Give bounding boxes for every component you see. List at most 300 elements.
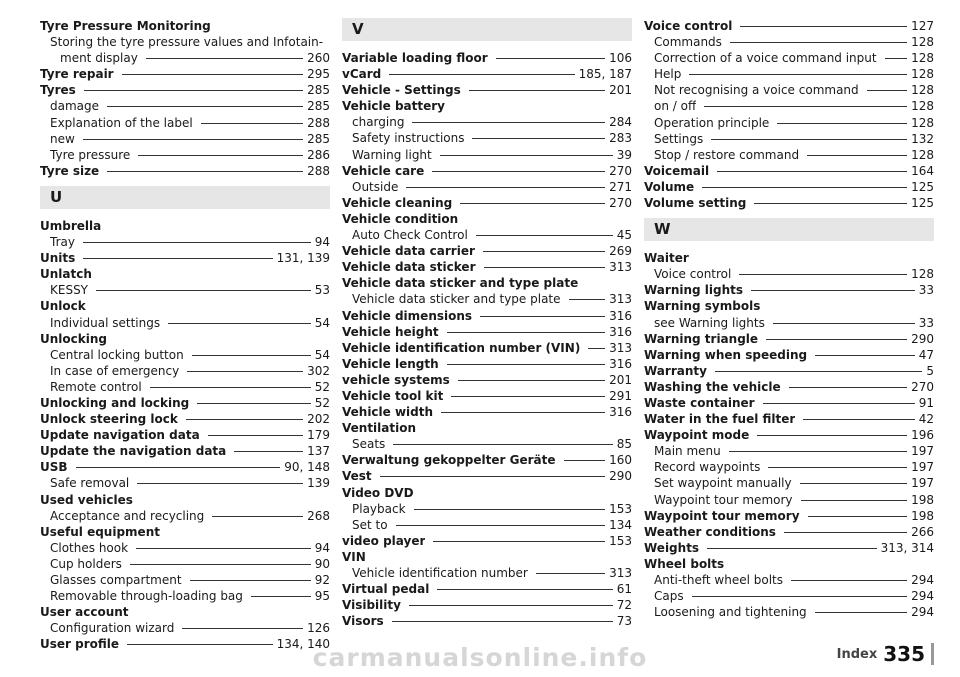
entry-page-ref: 92 [314, 573, 330, 587]
entry-term: Loosening and tightening [654, 605, 807, 620]
entry-page-ref: 185, 187 [578, 67, 632, 82]
leader-line [122, 74, 304, 75]
index-entry [342, 581, 632, 597]
entry-term: Vehicle cleaning [342, 195, 453, 210]
entry-term: Wheel bolts [644, 556, 725, 571]
leader-line [689, 74, 907, 75]
leader-line [83, 258, 272, 259]
leader-line [704, 106, 907, 107]
index-entry [644, 282, 934, 298]
entry-term: User account [40, 605, 129, 620]
entry-term: vehicle systems [342, 372, 450, 387]
entry-page-ref: 95 [314, 589, 330, 604]
index-entry [342, 613, 632, 629]
index-subentry [40, 347, 330, 363]
entry-term: Waypoint mode [644, 428, 750, 443]
index-entry [40, 411, 330, 427]
footer-bar [931, 643, 934, 665]
leader-line [711, 139, 907, 140]
entry-term: Water in the fuel filter [644, 412, 796, 427]
letter-heading: W [644, 218, 934, 241]
leader-line [803, 419, 914, 420]
entry-term: Set to [352, 517, 388, 532]
leader-line [406, 187, 605, 188]
leader-line [715, 371, 922, 372]
index-entry [644, 347, 934, 363]
entry-term: Update the navigation data [40, 444, 227, 459]
entry-term: Vehicle data carrier [342, 244, 475, 259]
entry-page-ref: 316 [609, 356, 632, 371]
entry-term: In case of emergency [50, 363, 180, 378]
entry-term: Used vehicles [40, 492, 133, 507]
leader-line [469, 90, 605, 91]
leader-line [197, 403, 310, 404]
leader-line [440, 155, 613, 156]
index-entry [342, 549, 632, 565]
index-subentry [644, 492, 934, 508]
index-subentry [40, 588, 330, 604]
leader-line [791, 580, 907, 581]
entry-page-ref: 266 [911, 524, 934, 539]
leader-line [389, 74, 574, 75]
entry-term: Vehicle data sticker [342, 260, 476, 275]
entry-page-ref: 134, 140 [276, 637, 330, 652]
entry-term: Central locking button [50, 347, 184, 362]
leader-line [182, 628, 303, 629]
entry-term: Tyre size [40, 163, 100, 178]
leader-line [251, 596, 311, 597]
leader-line [751, 290, 915, 291]
entry-page-ref: 316 [609, 308, 632, 323]
index-subentry [40, 234, 330, 250]
entry-term: KESSY [50, 283, 89, 298]
entry-term: Volume [644, 179, 695, 194]
index-entry [342, 66, 632, 82]
leader-line [137, 483, 303, 484]
leader-line [768, 467, 907, 468]
entry-term: Operation principle [654, 115, 770, 130]
leader-line [754, 203, 907, 204]
index-subentry [342, 565, 632, 581]
index-entry [644, 163, 934, 179]
index-entry [40, 218, 330, 234]
index-entry [40, 66, 330, 82]
index-subentry [644, 572, 934, 588]
entry-page-ref: 198 [911, 492, 934, 507]
entry-term: Unlatch [40, 267, 92, 282]
entry-page-ref: 291 [609, 388, 632, 403]
index-entry [342, 259, 632, 275]
leader-line [441, 412, 605, 413]
entry-term: Vest [342, 469, 372, 484]
entry-term: Safety instructions [352, 131, 465, 146]
entry-term: VIN [342, 549, 366, 564]
entry-term: Weather conditions [644, 524, 776, 539]
index-subentry [40, 379, 330, 395]
index-subentry [40, 147, 330, 163]
leader-line [757, 435, 907, 436]
entry-page-ref: 313 [609, 340, 632, 355]
entry-term: Ventilation [342, 421, 417, 436]
leader-line [740, 26, 907, 27]
entry-page-ref: 285 [307, 131, 330, 146]
entry-page-ref: 302 [307, 363, 330, 378]
index-subentry [342, 147, 632, 163]
leader-line [729, 451, 907, 452]
entry-page-ref: 201 [609, 83, 632, 98]
index-entry [40, 82, 330, 98]
entry-page-ref: 61 [616, 582, 632, 597]
entry-page-ref: 294 [911, 605, 934, 620]
entry-page-ref: 197 [911, 460, 934, 475]
entry-term: Anti-theft wheel bolts [654, 573, 783, 587]
entry-page-ref: 128 [911, 267, 934, 282]
leader-line [717, 171, 907, 172]
index-subentry [644, 131, 934, 147]
entry-term: Cup holders [50, 556, 122, 571]
entry-term: Stop / restore command [654, 147, 800, 162]
index-entry [40, 266, 330, 282]
leader-line [496, 58, 605, 59]
entry-page-ref: 290 [911, 331, 934, 346]
entry-term: vCard [342, 67, 382, 82]
entry-term: Useful equipment [40, 524, 160, 539]
entry-term: on / off [654, 99, 697, 114]
index-entry [40, 524, 330, 540]
entry-page-ref: 294 [911, 589, 934, 604]
index-subentry [342, 291, 632, 307]
leader-line [815, 612, 907, 613]
index-subentry [40, 363, 330, 379]
entry-page-ref: 153 [609, 501, 632, 516]
leader-line [867, 90, 907, 91]
index-subentry [40, 556, 330, 572]
entry-page-ref: 313 [609, 566, 632, 580]
leader-line [212, 516, 303, 517]
index-entry [644, 524, 934, 540]
entry-term: Vehicle data sticker and type plate [342, 276, 579, 291]
entry-term: Vehicle tool kit [342, 388, 444, 403]
index-entry [342, 211, 632, 227]
leader-line [801, 500, 908, 501]
entry-page-ref: 270 [609, 195, 632, 210]
entry-term: Waypoint tour memory [644, 508, 800, 523]
leader-line [447, 332, 605, 333]
index-subentry [40, 50, 330, 66]
leader-line [789, 387, 908, 388]
entry-page-ref: 153 [609, 533, 632, 548]
index-entry [644, 427, 934, 443]
leader-line [130, 564, 311, 565]
leader-line [460, 203, 605, 204]
entry-page-ref: 131, 139 [276, 251, 330, 266]
index-entry [644, 18, 934, 34]
entry-page-ref: 196 [911, 428, 934, 443]
entry-page-ref: 47 [918, 347, 934, 362]
index-subentry [644, 266, 934, 282]
entry-term: see Warning lights [654, 315, 765, 330]
entry-term: Vehicle - Settings [342, 83, 461, 98]
leader-line [187, 371, 303, 372]
entry-page-ref: 270 [911, 379, 934, 394]
leader-line [96, 290, 311, 291]
index-entry [40, 163, 330, 179]
index-subentry [40, 572, 330, 588]
entry-page-ref: 294 [911, 573, 934, 587]
index-entry [342, 533, 632, 549]
entry-term: Unlocking [40, 331, 107, 346]
entry-page-ref: 137 [307, 444, 330, 459]
letter-heading: U [40, 186, 330, 209]
leader-line [588, 348, 605, 349]
entry-page-ref: 33 [918, 283, 934, 298]
entry-page-ref: 179 [307, 428, 330, 443]
index-subentry [342, 501, 632, 517]
index-entry [342, 82, 632, 98]
index-entry [342, 452, 632, 468]
index-entry [342, 98, 632, 114]
index-entry [644, 395, 934, 411]
entry-term: Record waypoints [654, 460, 761, 475]
index-entry [342, 195, 632, 211]
entry-term: Virtual pedal [342, 582, 430, 597]
index-entry [40, 604, 330, 620]
index-entry [342, 404, 632, 420]
footer-section-label: Index [836, 646, 878, 662]
entry-term: new [50, 131, 75, 146]
index-entry [342, 388, 632, 404]
entry-term: Tyre repair [40, 67, 114, 82]
leader-line [476, 235, 613, 236]
leader-line [146, 58, 303, 59]
entry-term: video player [342, 533, 426, 548]
leader-line [564, 460, 606, 461]
leader-line [76, 467, 281, 468]
leader-line [136, 548, 311, 549]
entry-page-ref: 288 [307, 115, 330, 130]
index-subentry [40, 98, 330, 114]
index-subentry [342, 179, 632, 195]
leader-line [186, 419, 303, 420]
entry-page-ref: 134 [609, 517, 632, 532]
leader-line [472, 138, 605, 139]
entry-term: Tray [50, 235, 75, 250]
leader-line [138, 155, 303, 156]
index-subentry [644, 443, 934, 459]
entry-page-ref: 52 [314, 379, 330, 394]
entry-term: Voicemail [644, 163, 710, 178]
entry-page-ref: 197 [911, 444, 934, 459]
entry-page-ref: 285 [307, 99, 330, 114]
entry-term: Acceptance and recycling [50, 508, 205, 523]
leader-line [392, 621, 613, 622]
index-entry [342, 485, 632, 501]
entry-term: Volume setting [644, 196, 747, 211]
entry-term: Voice control [644, 19, 733, 33]
index-entry [40, 298, 330, 314]
index-entry [40, 443, 330, 459]
entry-page-ref: 72 [616, 598, 632, 613]
index-subentry [342, 436, 632, 452]
leader-line [83, 139, 303, 140]
entry-page-ref: 94 [314, 540, 330, 555]
index-entry [342, 597, 632, 613]
entry-term: Vehicle data sticker and type plate [352, 292, 561, 307]
index-subentry [644, 34, 934, 50]
index-entry [644, 298, 934, 314]
entry-term: Tyre pressure [50, 147, 131, 162]
entry-page-ref: 283 [609, 131, 632, 146]
entry-page-ref: 164 [911, 163, 934, 178]
entry-term: Waiter [644, 251, 689, 266]
entry-term: Glasses compartment [50, 573, 182, 587]
index-subentry [40, 508, 330, 524]
entry-term: Update navigation data [40, 428, 200, 443]
page-footer [837, 641, 934, 667]
index-column-1 [40, 18, 330, 652]
entry-term: User profile [40, 637, 120, 652]
leader-line [433, 541, 605, 542]
letter-heading: V [342, 18, 632, 41]
index-entry [644, 556, 934, 572]
index-entry [644, 540, 934, 556]
entry-page-ref: 197 [911, 476, 934, 491]
entry-page-ref: 128 [911, 67, 934, 82]
index-subentry [644, 82, 934, 98]
entry-term: Weights [644, 540, 700, 555]
index-entry [644, 250, 934, 266]
entry-term: Outside [352, 179, 399, 194]
entry-page-ref: 52 [314, 395, 330, 410]
entry-page-ref: 284 [609, 115, 632, 130]
index-entry [342, 50, 632, 66]
entry-page-ref: 90 [314, 556, 330, 571]
entry-term: Vehicle identification number [352, 566, 528, 580]
index-entry [40, 427, 330, 443]
leader-line [458, 380, 605, 381]
entry-page-ref: 313 [609, 292, 632, 307]
entry-page-ref: 91 [918, 395, 934, 410]
index-entry [40, 492, 330, 508]
leader-line [393, 444, 612, 445]
entry-term: Washing the vehicle [644, 379, 781, 394]
entry-term: Seats [352, 437, 386, 452]
index-subentry [342, 227, 632, 243]
index-subentry [342, 517, 632, 533]
entry-page-ref: 286 [307, 147, 330, 162]
index-column-2 [342, 18, 632, 629]
leader-line [150, 387, 311, 388]
leader-line [84, 90, 303, 91]
entry-term: damage [50, 99, 100, 114]
entry-term: Waste container [644, 395, 755, 410]
entry-page-ref: 90, 148 [284, 460, 330, 475]
watermark: carmanualsonline.info [312, 643, 648, 672]
entry-term: Warranty [644, 363, 707, 378]
leader-line [412, 122, 605, 123]
leader-line [569, 299, 606, 300]
index-entry [40, 18, 330, 34]
leader-line [437, 589, 612, 590]
entry-term: Set waypoint manually [654, 476, 792, 491]
entry-page-ref: 106 [609, 51, 632, 65]
entry-term: Help [654, 67, 682, 82]
entry-term: Correction of a voice command input [654, 51, 877, 66]
entry-term: Commands [654, 35, 722, 50]
entry-page-ref: 128 [911, 115, 934, 130]
entry-term: Tyre Pressure Monitoring [40, 19, 211, 33]
leader-line [414, 509, 606, 510]
leader-line [483, 251, 605, 252]
index-subentry [40, 282, 330, 298]
entry-page-ref: 288 [307, 163, 330, 178]
leader-line [201, 123, 303, 124]
entry-term: Variable loading floor [342, 51, 488, 65]
entry-term: Not recognising a voice command [654, 83, 859, 98]
entry-page-ref: 94 [314, 235, 330, 250]
leader-line [409, 605, 613, 606]
index-subentry [644, 66, 934, 82]
leader-line [692, 596, 907, 597]
entry-term: Vehicle care [342, 163, 425, 178]
index-entry [342, 468, 632, 484]
index-entry [342, 420, 632, 436]
entry-page-ref: 313 [609, 260, 632, 275]
leader-line [480, 316, 605, 317]
entry-page-ref: 313, 314 [880, 540, 934, 555]
entry-term: Auto Check Control [352, 228, 468, 243]
index-subentry [40, 315, 330, 331]
entry-page-ref: 198 [911, 508, 934, 523]
entry-term: Vehicle identification number (VIN) [342, 340, 581, 355]
index-entry [644, 411, 934, 427]
index-subentry [40, 475, 330, 491]
entry-page-ref: 316 [609, 324, 632, 339]
leader-line [800, 483, 908, 484]
entry-page-ref: 271 [609, 179, 632, 194]
entry-page-ref: 54 [314, 315, 330, 330]
entry-term: Vehicle dimensions [342, 308, 473, 323]
leader-line [773, 323, 915, 324]
leader-line [702, 187, 907, 188]
entry-page-ref: 260 [307, 51, 330, 66]
entry-page-ref: 45 [616, 228, 632, 243]
index-entry [342, 163, 632, 179]
entry-term: Units [40, 251, 76, 266]
entry-page-ref: 42 [918, 412, 934, 427]
entry-term: Unlocking and locking [40, 395, 190, 410]
entry-term: Vehicle condition [342, 211, 459, 226]
entry-page-ref: 201 [609, 372, 632, 387]
index-subentry [40, 131, 330, 147]
leader-line [808, 516, 908, 517]
index-subentry [40, 115, 330, 131]
leader-line [815, 355, 915, 356]
entry-term: Configuration wizard [50, 621, 175, 636]
entry-term: Video DVD [342, 485, 414, 500]
index-entry [342, 356, 632, 372]
entry-term: Unlock [40, 299, 86, 314]
index-entry [644, 179, 934, 195]
index-entry [342, 372, 632, 388]
index-subentry [40, 34, 330, 50]
leader-line [396, 525, 606, 526]
entry-page-ref: 73 [616, 614, 632, 629]
index-entry [342, 243, 632, 259]
entry-page-ref: 85 [616, 437, 632, 452]
leader-line [168, 323, 311, 324]
leader-line [536, 573, 605, 574]
